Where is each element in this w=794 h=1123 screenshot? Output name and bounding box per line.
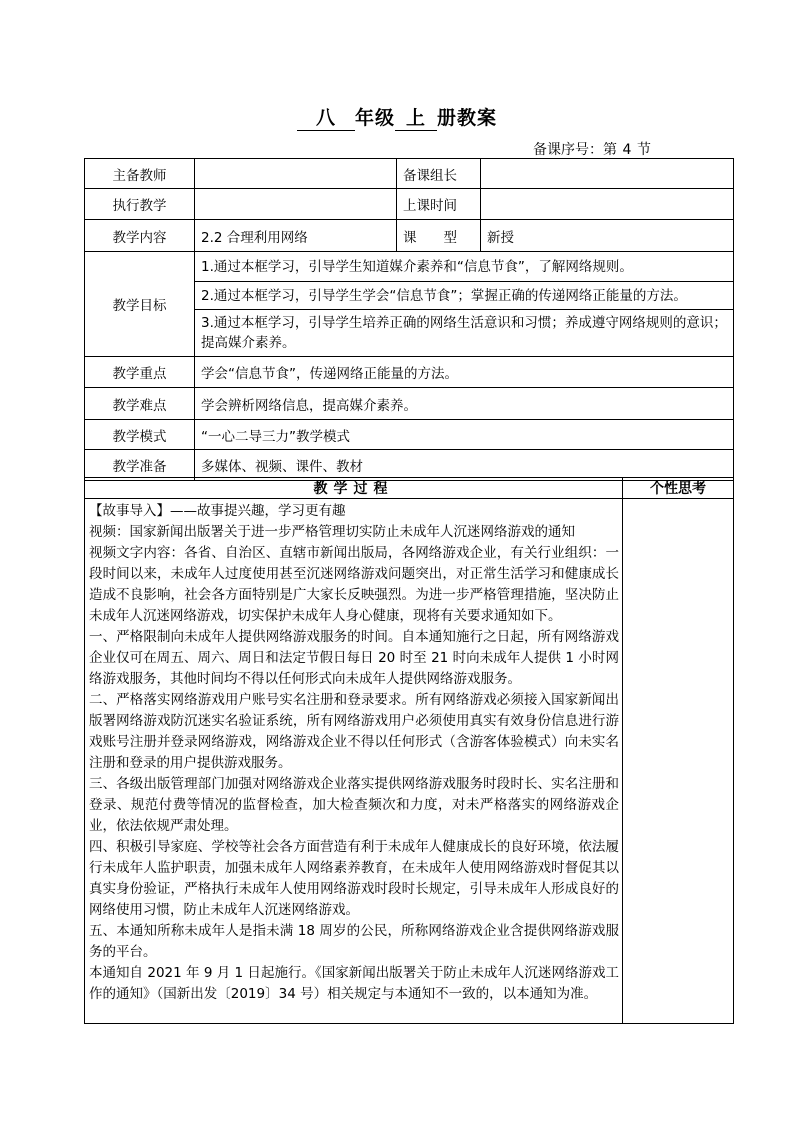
table-row — [85, 159, 734, 189]
key-label: 教学重点 — [85, 357, 195, 388]
key-value: 学会“信息节食”，传递网络正能量的方法。 — [195, 357, 734, 388]
process-paragraph: 本通知自 2021 年 9 月 1 日起施行。《国家新闻出版署关于防止未成年人沉迷网络游戏工作的通知》（国新出发〔2019〕34 号）相关规定与本通知不一致的，以本通知为准。 — [89, 965, 619, 1002]
goal-item: 1.通过本框学习，引导学生知道媒介素养和“信息节食”，了解网络规则。 — [195, 252, 734, 282]
process-paragraph: 视频：国家新闻出版署关于进一步严格管理切实防止未成年人沉迷网络游戏的通知 — [89, 524, 575, 540]
process-heading: 教学过程 — [85, 478, 623, 499]
group-leader-value — [481, 159, 734, 189]
table-row — [85, 189, 734, 220]
main-teacher-value — [195, 159, 397, 189]
table-row — [85, 478, 734, 499]
goal-item: 2.通过本框学习，引导学生学会“信息节食”；掌握正确的传递网络正能量的方法。 — [195, 282, 734, 310]
goal-item: 3.通过本框学习，引导学生培养正确的网络生活意识和习惯；养成遵守网络规则的意识；提高媒介素养。 — [195, 310, 734, 357]
page-title — [0, 103, 794, 131]
serial-prefix: 备课序号：第 — [533, 142, 617, 158]
prep-label: 教学准备 — [85, 450, 195, 481]
exec-value — [195, 189, 397, 220]
goals-label: 教学目标 — [85, 252, 195, 357]
table-row — [85, 252, 734, 282]
type-value: 新授 — [481, 220, 734, 252]
process-paragraph: 【故事导入】——故事提兴趣，学习更有趣 — [89, 503, 346, 519]
personal-thinking-heading: 个性思考 — [623, 478, 734, 499]
content-value: 2.2 合理利用网络 — [195, 220, 397, 252]
difficult-value: 学会辨析网络信息，提高媒介素养。 — [195, 388, 734, 420]
serial-value: 4 — [617, 142, 637, 159]
table-row — [85, 499, 734, 1024]
grade-label: 年级 — [354, 107, 395, 129]
process-paragraph: 视频文字内容：各省、自治区、直辖市新闻出版局，各网络游戏企业，有关行业组织：一段时间以来，未成年人过度使用甚至沉迷网络游戏问题突出，对正常生活学习和健康成长造成不良影响，社会各方面特别是广大家长反映强烈。为进一步严格管理措施，坚决防止未成年人沉迷网络游戏，切实保护未成年人身心健康，现将有关要求通知如下。 — [89, 545, 619, 624]
table-row — [85, 220, 734, 252]
process-paragraph: 四、积极引导家庭、学校等社会各方面营造有利于未成年人健康成长的良好环境，依法履行未成年人监护职责，加强未成年人网络素养教育，在未成年人使用网络游戏时督促其以真实身份验证，严格执行未成年人使用网络游戏时段时长规定，引导未成年人形成良好的网络使用习惯，防止未成年人沉迷网络游戏。 — [89, 839, 619, 918]
time-label: 上课时间 — [397, 189, 481, 220]
exec-label: 执行教学 — [85, 189, 195, 220]
mode-value: “一心二导三力”教学模式 — [195, 420, 734, 450]
term-label: 册教案 — [437, 107, 498, 129]
lesson-serial — [533, 139, 651, 159]
table-row — [85, 420, 734, 450]
personal-thinking-cell — [623, 499, 734, 1024]
process-paragraph: 三、各级出版管理部门加强对网络游戏企业落实提供网络游戏服务时段时长、实名注册和登录、规范付费等情况的监督检查，加大检查频次和力度，对未严格落实的网络游戏企业，依法依规严肃处理。 — [89, 776, 619, 834]
serial-suffix: 节 — [637, 142, 651, 158]
teaching-process-table — [84, 477, 734, 1024]
process-body — [85, 499, 623, 1024]
table-row — [85, 388, 734, 420]
table-row — [85, 357, 734, 388]
content-label: 教学内容 — [85, 220, 195, 252]
prep-value: 多媒体、视频、课件、教材 — [195, 450, 734, 481]
table-row — [85, 450, 734, 481]
process-paragraph: 五、本通知所称未成年人是指未满 18 周岁的公民，所称网络游戏企业含提供网络游戏服务的平台。 — [89, 923, 619, 960]
process-paragraph: 二、严格落实网络游戏用户账号实名注册和登录要求。所有网络游戏必须接入国家新闻出版署网络游戏防沉迷实名验证系统，所有网络游戏用户必须使用真实有效身份信息进行游戏账号注册并登录网络游戏，网络游戏企业不得以任何形式（含游客体验模式）向未实名注册和登录的用户提供游戏服务。 — [89, 692, 619, 771]
grade-value: 八 — [297, 103, 355, 131]
lesson-info-table — [84, 158, 734, 481]
process-paragraph: 一、严格限制向未成年人提供网络游戏服务的时间。自本通知施行之日起，所有网络游戏企业仅可在周五、周六、周日和法定节假日每日 20 时至 21 时向未成年人提供 1 小时网络游戏服务，其他时间均不得以任何形式向未成年人提供网络游戏服务。 — [89, 629, 619, 687]
mode-label: 教学模式 — [85, 420, 195, 450]
main-teacher-label: 主备教师 — [85, 159, 195, 189]
difficult-label: 教学难点 — [85, 388, 195, 420]
time-value — [481, 189, 734, 220]
term-value: 上 — [395, 103, 437, 131]
type-label: 课 型 — [397, 220, 481, 252]
group-leader-label: 备课组长 — [397, 159, 481, 189]
